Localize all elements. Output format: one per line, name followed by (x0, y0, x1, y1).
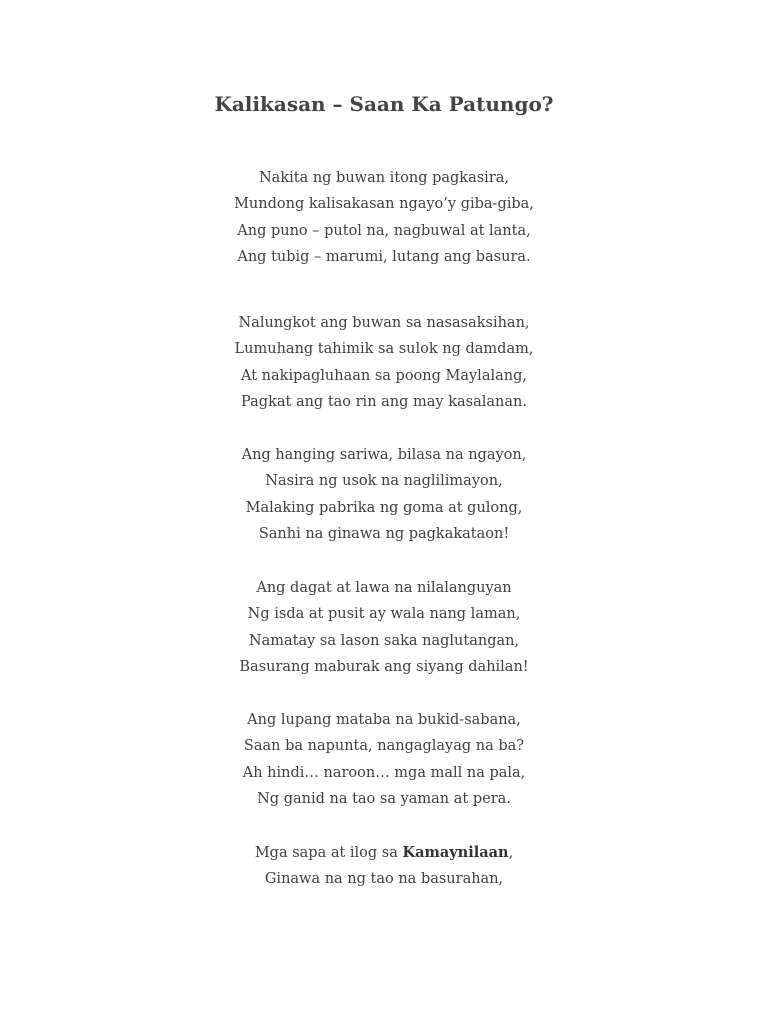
stanza-1 (0, 165, 768, 271)
poem-line: Ah hindi… naroon… mga mall na pala, (242, 764, 526, 781)
poem-line-prefix: Mga sapa at ilog sa (254, 845, 403, 861)
poem-line-with-emphasis (0, 840, 768, 866)
emphasized-word: Kamaynilaan (402, 844, 509, 861)
poem-title: Kalikasan – Saan Ka Patungo? (214, 92, 554, 116)
poem-line: Ang dagat at lawa na nilalanguyan (256, 580, 512, 596)
poem-line: At nakipagluhaan sa poong Maylalang, (241, 367, 527, 384)
poem-line: Ang puno – putol na, nagbuwal at lanta, (237, 222, 531, 239)
stanza-5 (0, 707, 768, 813)
poem-line: Ang hanging sariwa, bilasa na ngayon, (241, 447, 527, 463)
stanza-6 (0, 840, 768, 893)
poem-line: Basurang maburak ang siyang dahilan! (239, 659, 529, 676)
poem-line: Ginawa na ng tao na basurahan, (264, 871, 504, 888)
poem-line: Nakita ng buwan itong pagkasira, (258, 170, 510, 186)
poem-line: Sanhi na ginawa ng pagkakataon! (258, 526, 510, 543)
poem-line: Mundong kalisakasan ngayo’y giba-giba, (234, 196, 534, 213)
poem-line: Ang lupang mataba na bukid-sabana, (247, 712, 521, 728)
poem-line-suffix: , (508, 845, 514, 861)
stanza-4 (0, 575, 768, 681)
stanza-2 (0, 310, 768, 416)
poem-line: Ang tubig – marumi, lutang ang basura. (237, 249, 531, 266)
poem-line: Ng isda at pusit ay wala nang laman, (247, 606, 521, 623)
poem-line: Pagkat ang tao rin ang may kasalanan. (241, 394, 527, 411)
stanza-3 (0, 442, 768, 548)
poem-line: Namatay sa lason saka naglutangan, (248, 632, 520, 649)
poem-line: Lumuhang tahimik sa sulok ng damdam, (234, 341, 534, 358)
poem-line: Nalungkot ang buwan sa nasasaksihan, (238, 315, 530, 331)
poem-line: Saan ba napunta, nangaglayag na ba? (243, 738, 525, 755)
poem-line: Ng ganid na tao sa yaman at pera. (257, 791, 511, 808)
poem-line: Malaking pabrika ng goma at gulong, (245, 499, 523, 516)
poem-line: Nasira ng usok na naglilimayon, (265, 473, 503, 490)
